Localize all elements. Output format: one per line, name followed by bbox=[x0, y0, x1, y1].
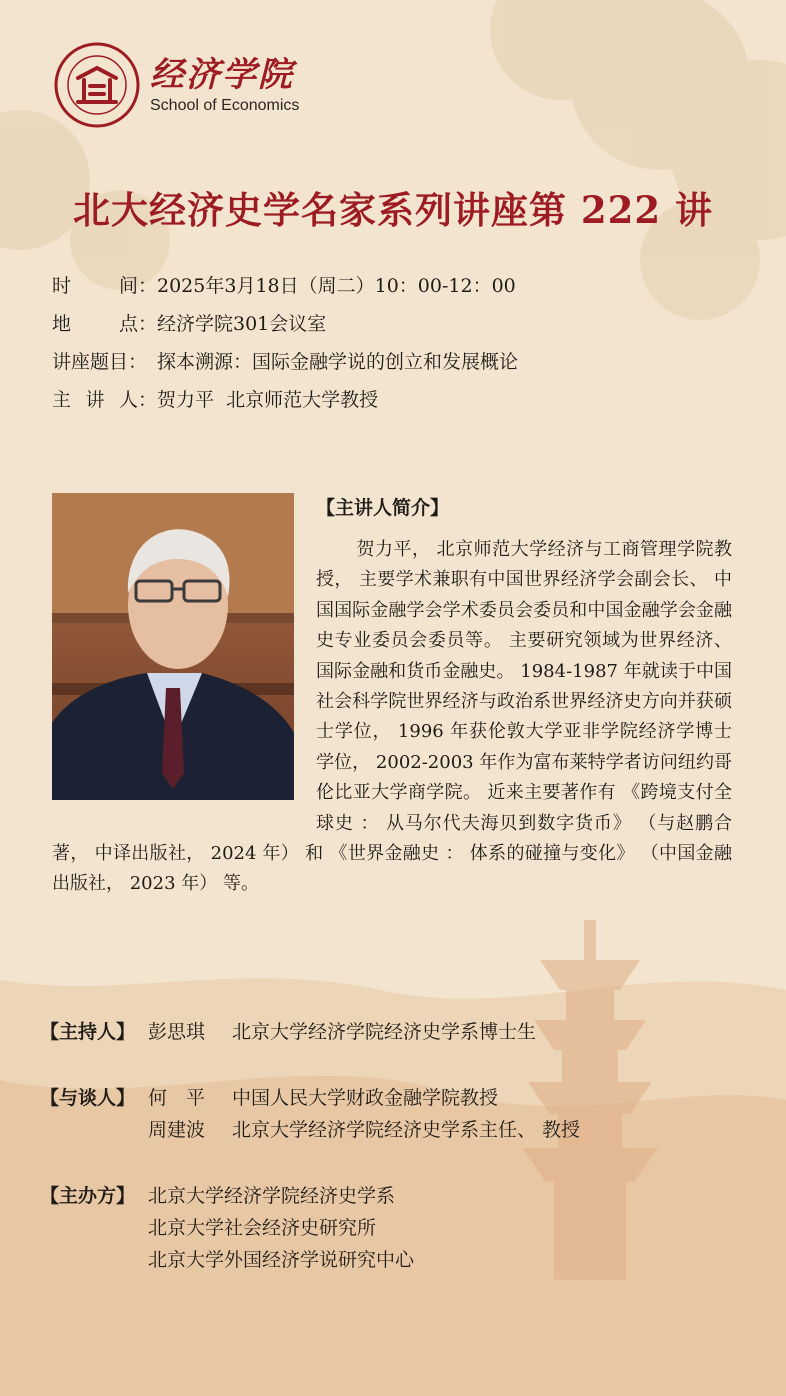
organizers-label: 【主办方】 bbox=[40, 1185, 136, 1207]
host-label: 【主持人】 bbox=[40, 1021, 136, 1043]
speaker-bio bbox=[52, 535, 732, 900]
organizer-item: 北京大学外国经济学说研究中心 bbox=[148, 1249, 415, 1271]
info-row-time bbox=[52, 272, 518, 310]
info-value-speaker: 贺力平 北京师范大学教授 bbox=[157, 389, 379, 411]
info-value-topic: 探本溯源：国际金融学说的创立和发展概论 bbox=[157, 351, 519, 373]
info-row-location bbox=[52, 310, 518, 348]
discussant-item bbox=[148, 1082, 580, 1114]
info-label-location: 地 点： bbox=[52, 313, 157, 335]
page-title: 北大经济史学名家系列讲座第 222 讲 bbox=[73, 188, 713, 232]
info-row-speaker bbox=[52, 386, 518, 424]
discussant-name: 何 平 bbox=[148, 1087, 206, 1109]
discussant-title: 北京大学经济学院经济史学系主任、 教授 bbox=[232, 1119, 581, 1141]
info-label-time: 时 间： bbox=[52, 275, 157, 297]
school-logo bbox=[54, 42, 299, 128]
school-name-english: School of Economics bbox=[150, 97, 300, 114]
info-label-topic: 讲座题目： bbox=[52, 351, 148, 373]
info-value-location: 经济学院301会议室 bbox=[157, 313, 327, 335]
discussants-label: 【与谈人】 bbox=[40, 1087, 136, 1109]
discussant-item bbox=[148, 1114, 580, 1146]
info-value-time: 2025年3月18日（周二）10：00-12：00 bbox=[157, 275, 516, 297]
host-title: 北京大学经济学院经济史学系博士生 bbox=[232, 1021, 537, 1043]
bio-heading: 【主讲人简介】 bbox=[316, 497, 450, 519]
organizer-item: 北京大学经济学院经济史学系 bbox=[148, 1185, 396, 1207]
discussant-name: 周建波 bbox=[148, 1119, 206, 1141]
discussant-title: 中国人民大学财政金融学院教授 bbox=[232, 1087, 499, 1109]
host-section bbox=[40, 1016, 536, 1048]
host-name: 彭思琪 bbox=[148, 1021, 206, 1043]
school-name-chinese: 经济学院 bbox=[150, 55, 294, 95]
info-label-speaker: 主 讲 人： bbox=[52, 389, 157, 411]
bio-text: 贺力平， 北京师范大学经济与工商管理学院教授， 主要学术兼职有中国世界经济学会副会长、 中国国际金融学会学术委员会委员和中国金融学会金融史专业委员会委员等。 主要研究领域为世界经济、 国际金融和货币金融史。 1984-1987 年就读于中国社会科学院世界经济与政治系世界经济史方向并获硕士学位， 1996 年获伦敦大学亚非学院经济学博士学位， 2002-2003 年作为富布莱特学者访问纽约哥伦比亚大学商学院。 近来主要著作有 《跨境支付全球史 ： 从马尔代夫海贝到数字货币》 （与赵鹏合著， 中译出版社， 2024 年） 和 《世界金融史 ： 体系的碰撞与变化》 （中国金融出版社， 2023 年） 等。 bbox=[52, 539, 732, 895]
peking-university-seal-icon bbox=[54, 42, 140, 128]
discussants-section bbox=[40, 1082, 580, 1146]
info-row-topic bbox=[52, 348, 518, 386]
lecture-info bbox=[52, 272, 518, 424]
organizers-section bbox=[40, 1180, 414, 1276]
organizer-item: 北京大学社会经济史研究所 bbox=[148, 1217, 377, 1239]
